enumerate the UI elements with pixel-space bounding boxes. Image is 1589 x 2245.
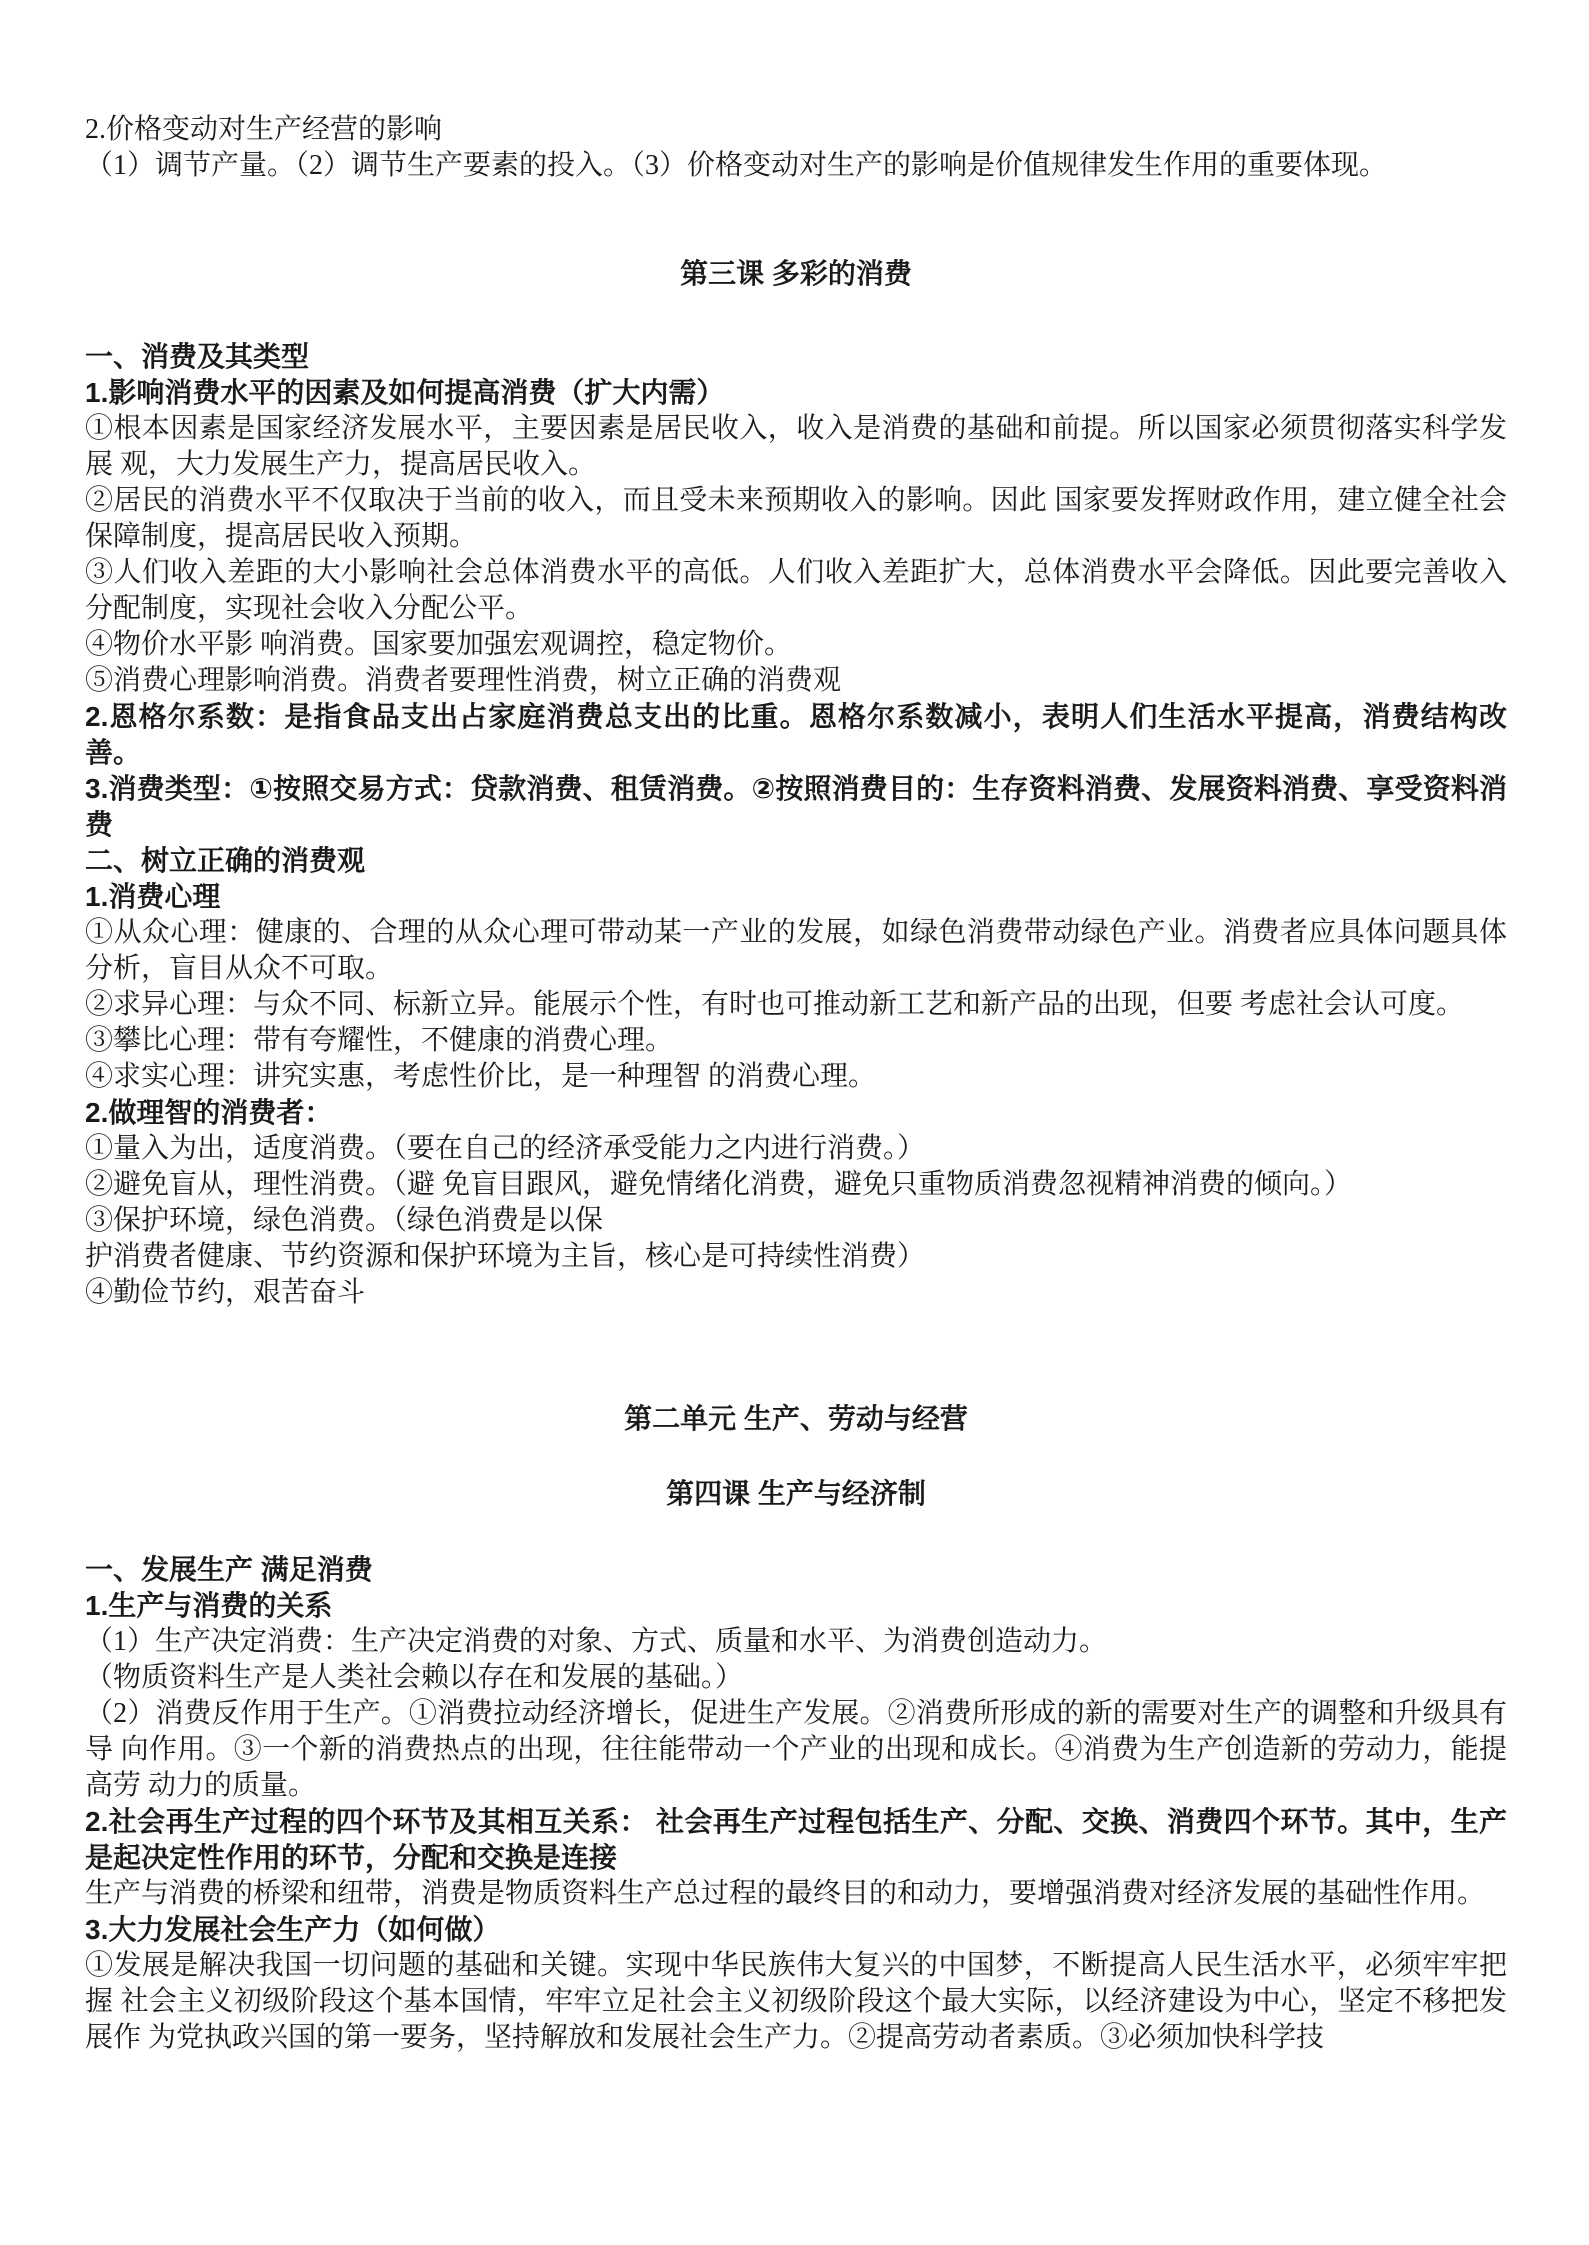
paragraph: ②避免盲从，理性消费。（避 免盲目跟风，避免情绪化消费，避免只重物质消费忽视精神消费的倾向。） <box>85 1168 1353 1200</box>
term-label: 2.社会再生产过程的四个环节及其相互关系： <box>85 1805 648 1837</box>
section-heading: 二、树立正确的消费观 <box>85 844 366 876</box>
paragraph: 护消费者健康、节约资源和保护环境为主旨，核心是可持续性消费） <box>85 1240 926 1272</box>
paragraph: ①从众心理：健康的、合理的从众心理可带动某一产业的发展，如绿色消费带动绿色产业。消费者应具体问题具体分析，盲目从众不可取。 <box>85 916 1507 984</box>
paragraph: ①发展是解决我国一切问题的基础和关键。实现中华民族伟大复兴的中国梦，不断提高人民生活水平，必须牢牢把握 社会主义初级阶段这个基本国情，牢牢立足社会主义初级阶段这个最大实际，以经济建设为中心，坚定不移把发展作 为党执政兴国的第一要务，坚持解放和发展社会生产力。②提高劳动者素质。③必须加快科学技 <box>85 1949 1507 2053</box>
chapter-heading: 第二单元 生产、劳动与经营 <box>624 1402 968 1434</box>
section-heading: 1.影响消费水平的因素及如何提高消费（扩大内需） <box>85 376 725 408</box>
section-heading: 1.消费心理 <box>85 880 221 912</box>
section-heading: 一、发展生产 满足消费 <box>85 1553 373 1585</box>
paragraph: ③攀比心理：带有夸耀性，不健康的消费心理。 <box>85 1024 674 1056</box>
paragraph: ②求异心理：与众不同、标新立异。能展示个性，有时也可推动新工艺和新产品的出现，但要 考虑社会认可度。 <box>85 988 1465 1020</box>
paragraph: ①量入为出，适度消费。（要在自己的经济承受能力之内进行消费。） <box>85 1132 926 1164</box>
paragraph: 2.价格变动对生产经营的影响 <box>85 114 443 145</box>
term-label: 2.恩格尔系数： <box>85 700 285 732</box>
paragraph: （1）调节产量。（2）调节生产要素的投入。（3）价格变动对生产的影响是价值规律发生作用的重要体现。 <box>85 150 1388 181</box>
paragraph: ①根本因素是国家经济发展水平，主要因素是居民收入，收入是消费的基础和前提。所以国家必须贯彻落实科学发展 观，大力发展生产力，提高居民收入。 <box>85 412 1507 480</box>
spacer <box>85 1437 1507 1477</box>
paragraph: ④物价水平影 响消费。国家要加强宏观调控，稳定物价。 <box>85 628 793 660</box>
section-heading: 一、消费及其类型 <box>85 340 310 372</box>
term-paragraph: 3.消费类型：①按照交易方式：贷款消费、租赁消费。②按照消费目的：生存资料消费、发展资料消费、享受资料消费 <box>85 772 1507 840</box>
paragraph: ⑤消费心理影响消费。消费者要理性消费，树立正确的消费观 <box>85 664 842 696</box>
paragraph: （1）生产决定消费：生产决定消费的对象、方式、质量和水平、为消费创造动力。 <box>85 1625 1108 1657</box>
section-heading: 2.做理智的消费者： <box>85 1096 333 1128</box>
paragraph: ③人们收入差距的大小影响社会总体消费水平的高低。人们收入差距扩大，总体消费水平会降低。因此要完善收入分配制度，实现社会收入分配公平。 <box>85 556 1507 624</box>
paragraph: ②居民的消费水平不仅取决于当前的收入，而且受未来预期收入的影响。因此 国家要发挥财政作用，建立健全社会保障制度，提高居民收入预期。 <box>85 484 1507 552</box>
spacer <box>85 184 1507 256</box>
section-heading: 1.生产与消费的关系 <box>85 1589 333 1621</box>
spacer <box>85 1311 1507 1401</box>
term-label: 3.消费类型： <box>85 772 250 804</box>
paragraph: ④求实心理：讲究实惠，考虑性价比，是一种理智 的消费心理。 <box>85 1060 877 1092</box>
chapter-heading: 第四课 生产与经济制 <box>666 1478 926 1510</box>
term-paragraph: 2.恩格尔系数：是指食品支出占家庭消费总支出的比重。恩格尔系数减小，表明人们生活水平提高，消费结构改善。 <box>85 700 1507 768</box>
term-paragraph: 2.社会再生产过程的四个环节及其相互关系： 社会再生产过程包括生产、分配、交换、消费四个环节。其中，生产是起决定性作用的环节，分配和交换是连接 <box>85 1805 1507 1873</box>
paragraph: （2）消费反作用于生产。①消费拉动经济增长，促进生产发展。②消费所形成的新的需要对生产的调整和升级具有导 向作用。③一个新的消费热点的出现，往往能带动一个产业的出现和成长。④消费为生产创造新的劳动力，能提高劳 动力的质量。 <box>85 1697 1507 1801</box>
paragraph: ④勤俭节约，艰苦奋斗 <box>85 1276 366 1308</box>
section-heading: 3.大力发展社会生产力（如何做） <box>85 1913 501 1945</box>
paragraph: ③保护环境，绿色消费。（绿色消费是以保 <box>85 1204 604 1236</box>
paragraph: （物质资料生产是人类社会赖以存在和发展的基础。） <box>85 1661 744 1693</box>
spacer <box>85 1512 1507 1552</box>
chapter-heading: 第三课 多彩的消费 <box>680 258 912 289</box>
paragraph: 生产与消费的桥梁和纽带，消费是物质资料生产总过程的最终目的和动力，要增强消费对经济发展的基础性作用。 <box>85 1877 1486 1909</box>
spacer <box>85 292 1507 339</box>
